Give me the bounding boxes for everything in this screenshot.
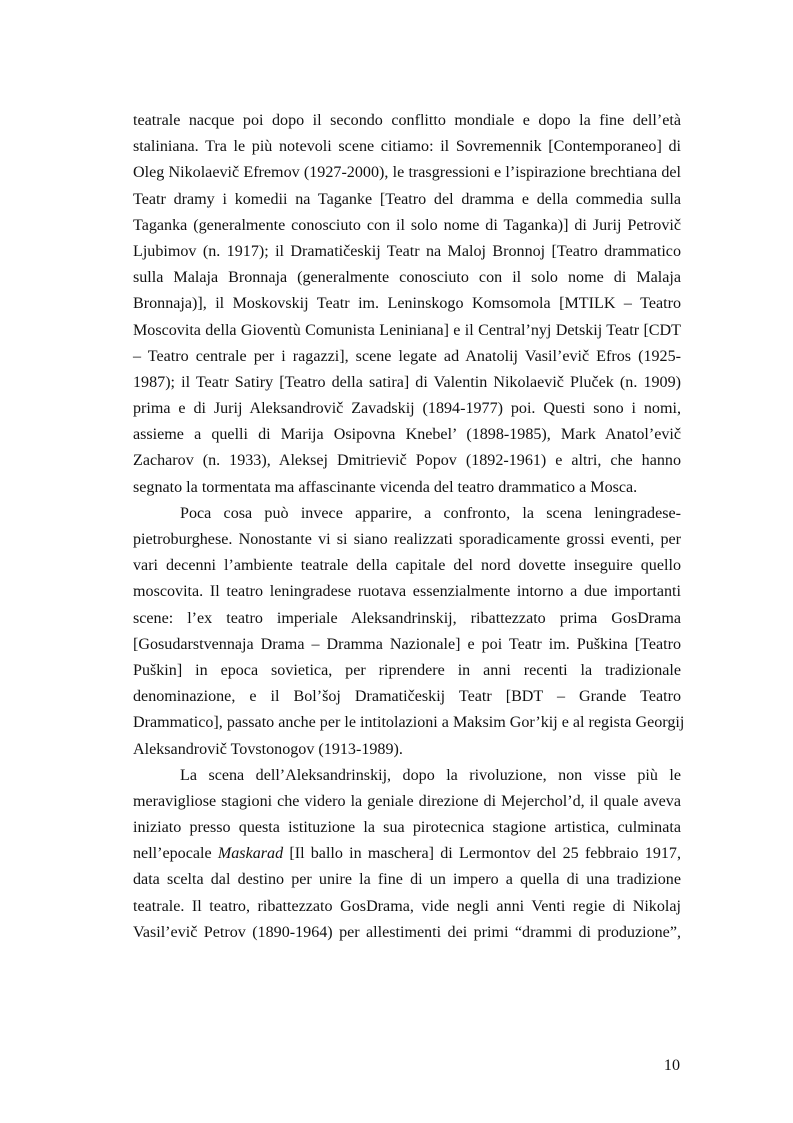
text-line: teatrale. Il teatro, ribattezzato GosDrama, vide negli anni Venti regie di Nikolaj bbox=[133, 897, 681, 915]
text-line: sulla Malaja Bronnaja (generalmente conosciuto con il solo nome di Malaja bbox=[133, 269, 681, 287]
text-line: scene: l’ex teatro imperiale Aleksandrinskij, ribattezzato prima GosDrama bbox=[133, 609, 681, 627]
text-line: Zacharov (n. 1933), Aleksej Dmitrievič Popov (1892-1961) e altri, che hanno bbox=[133, 452, 681, 470]
text-line: meravigliose stagioni che videro la geniale direzione di Mejerchol’d, il quale aveva bbox=[133, 792, 681, 810]
text-line: pietroburghese. Nonostante vi si siano realizzati sporadicamente grossi eventi, per bbox=[133, 531, 681, 548]
text-line: – Teatro centrale per i ragazzi], scene legate ad Anatolij Vasil’evič Efros (1925- bbox=[133, 347, 681, 365]
italic-title: Maskarad bbox=[217, 845, 284, 863]
paragraph bbox=[133, 108, 681, 501]
text-line: vari decenni l’ambiente teatrale della capitale del nord dovette inseguire quello bbox=[133, 557, 681, 575]
text-line: Bronnaja)], il Moskovskij Teatr im. Leninskogo Komsomola [MTILK – Teatro bbox=[133, 295, 681, 313]
text-line: Ljubimov (n. 1917); il Dramatičeskij Teatr na Maloj Bronnoj [Teatro drammatico bbox=[133, 242, 681, 260]
text-line: Moscovita della Gioventù Comunista Leniniana] e il Central’nyj Detskij Teatr [CDT bbox=[133, 321, 681, 339]
text-line: Taganka (generalmente conosciuto con il solo nome di Taganka)] di Jurij Petrovič bbox=[133, 216, 681, 234]
text-line: Drammatico], passato anche per le intitolazioni a Maksim Gor’kij e al regista Georgij bbox=[133, 714, 685, 732]
text-line bbox=[133, 841, 681, 867]
paragraph bbox=[133, 501, 685, 763]
text-line: teatrale nacque poi dopo il secondo conflitto mondiale e dopo la fine dell’età bbox=[133, 112, 681, 129]
text-line: Aleksandrovič Tovstonogov (1913-1989). bbox=[133, 740, 403, 758]
page-number: 10 bbox=[663, 1057, 680, 1074]
text-line: Oleg Nikolaevič Efremov (1927-2000), le trasgressioni e l’ispirazione brechtiana del bbox=[133, 164, 681, 182]
text-line: data scelta dal destino per unire la fine di un impero a quella di una tradizione bbox=[133, 871, 681, 889]
text-line: denominazione, e il Bol’šoj Dramatičeskij Teatr [BDT – Grande Teatro bbox=[133, 688, 681, 706]
text-line: Teatr dramy i komedii na Taganke [Teatro del dramma e della commedia sulla bbox=[133, 190, 681, 208]
text-line: [Gosudarstvennaja Drama – Dramma Nazionale] e poi Teatr im. Puškina [Teatro bbox=[133, 635, 681, 653]
text-line: segnato la tormentata ma affascinante vicenda del teatro drammatico a Mosca. bbox=[133, 478, 638, 496]
text-line: 1987); il Teatr Satiry [Teatro della satira] di Valentin Nikolaevič Pluček (n. 1909) bbox=[133, 373, 681, 391]
text-line: prima e di Jurij Aleksandrovič Zavadskij (1894-1977) poi. Questi sono i nomi, bbox=[133, 400, 681, 418]
text-line: staliniana. Tra le più notevoli scene citiamo: il Sovremennik [Contemporaneo] di bbox=[133, 138, 681, 156]
text-line: iniziato presso questa istituzione la sua pirotecnica stagione artistica, culminata bbox=[133, 819, 681, 837]
paragraph bbox=[133, 763, 681, 946]
document-body bbox=[133, 108, 685, 946]
text-line: assieme a quelli di Marija Osipovna Knebel’ (1898-1985), Mark Anatol’evič bbox=[133, 426, 681, 444]
text-line: Puškin] in epoca sovietica, per riprendere in anni recenti la tradizionale bbox=[133, 661, 681, 679]
text-line: moscovita. Il teatro leningradese ruotava essenzialmente intorno a due importanti bbox=[133, 583, 681, 601]
text-line: La scena dell’Aleksandrinskij, dopo la rivoluzione, non visse più le bbox=[180, 766, 681, 784]
text-line: Vasil’evič Petrov (1890-1964) per allestimenti dei primi “drammi di produzione”, bbox=[133, 923, 681, 941]
text-run: nell’epocale bbox=[133, 845, 218, 863]
text-line: Poca cosa può invece apparire, a confronto, la scena leningradese- bbox=[180, 504, 681, 522]
text-run: [Il ballo in maschera] di Lermontov del 25 febbraio 1917, bbox=[283, 845, 681, 863]
